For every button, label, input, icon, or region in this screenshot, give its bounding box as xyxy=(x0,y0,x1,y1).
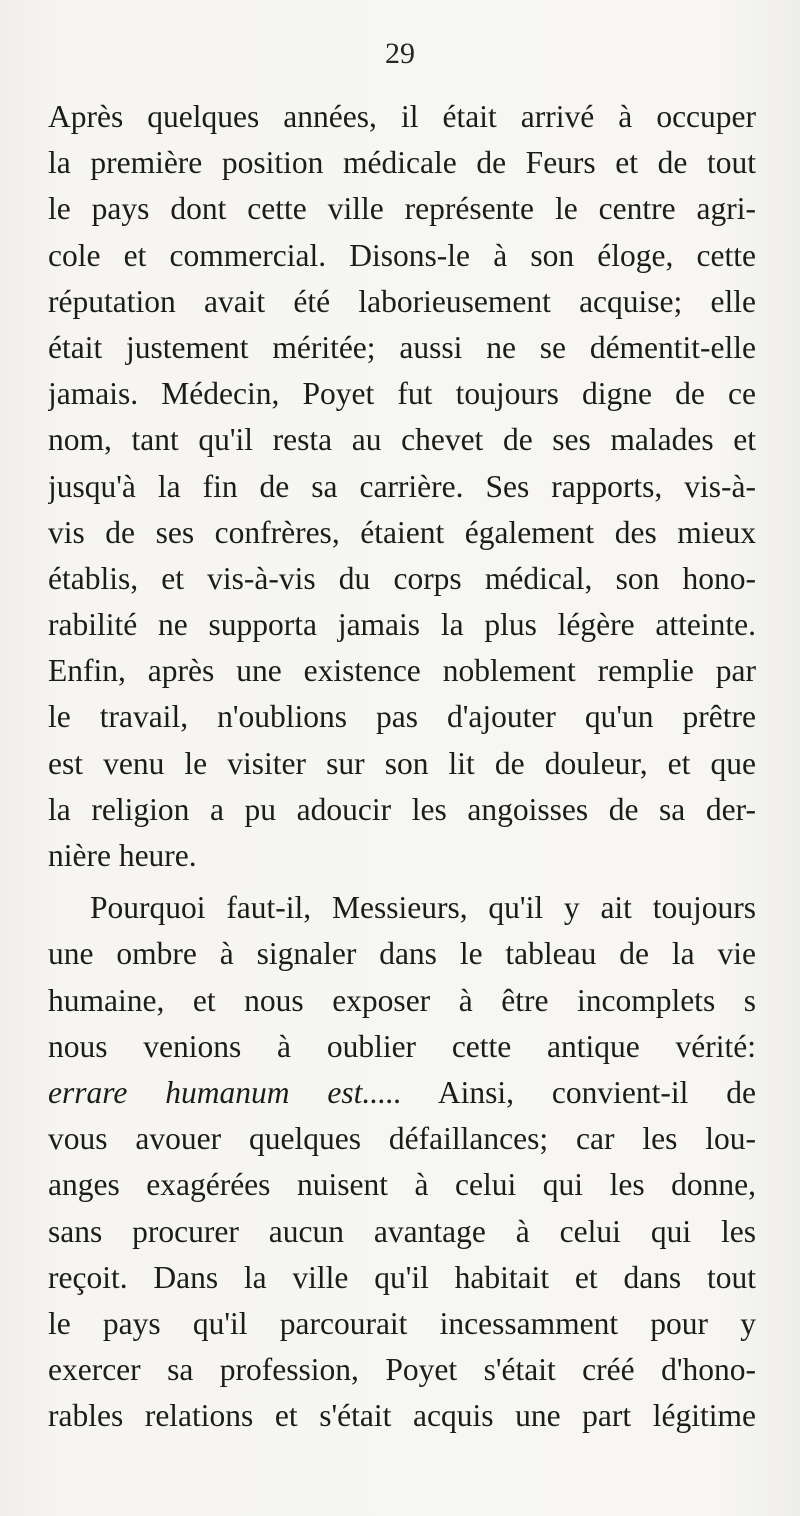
text-line: sans procurer aucun avantage à celui qui les xyxy=(48,1213,756,1249)
text-line: établis, et vis-à-vis du corps médical, son hono- xyxy=(48,560,756,596)
text-line: humaine, et nous exposer à être incomplets s xyxy=(48,982,756,1018)
text-line: jusqu'à la fin de sa carrière. Ses rapports, vis-à- xyxy=(48,468,756,504)
text-line: jamais. Médecin, Poyet fut toujours digne de ce xyxy=(48,376,756,412)
text-line: anges exagérées nuisent à celui qui les donne, xyxy=(48,1167,756,1203)
text-line: était justement méritée; aussi ne se démentit-elle xyxy=(48,329,756,365)
text-line: Pourquoi faut-il, Messieurs, qu'il y ait toujours xyxy=(90,890,756,926)
paragraph-1 xyxy=(48,94,756,879)
text-line: rables relations et s'était acquis une part légitime xyxy=(48,1398,756,1434)
text-line: vis de ses confrères, étaient également des mieux xyxy=(48,514,756,550)
text-line: la religion a pu adoucir les angoisses de sa der- xyxy=(48,791,756,827)
paragraph-2 xyxy=(48,885,756,1439)
text-line-mixed xyxy=(48,1070,756,1116)
text-fragment: Ainsi, convient-il de xyxy=(401,1074,756,1110)
text-line: le travail, n'oublions pas d'ajouter qu'un prêtre xyxy=(48,699,756,735)
text-line: exercer sa profession, Poyet s'était créé d'hono- xyxy=(48,1352,756,1388)
text-line: une ombre à signaler dans le tableau de la vie xyxy=(48,936,756,972)
text-line: la première position médicale de Feurs et de tout xyxy=(48,145,756,181)
text-line: est venu le visiter sur son lit de douleur, et que xyxy=(48,745,756,781)
page-number: 29 xyxy=(385,37,415,70)
text-line: Enfin, après une existence noblement remplie par xyxy=(48,653,756,689)
body-text xyxy=(48,94,756,1439)
text-line: rabilité ne supporta jamais la plus légère atteinte. xyxy=(48,607,756,643)
text-line: réputation avait été laborieusement acquise; elle xyxy=(48,283,756,319)
text-line: le pays qu'il parcourait incessamment pour y xyxy=(48,1305,756,1341)
text-line: Après quelques années, il était arrivé à occuper xyxy=(48,99,756,134)
text-line: nous venions à oublier cette antique vérité: xyxy=(48,1028,756,1064)
text-line: reçoit. Dans la ville qu'il habitait et dans tout xyxy=(48,1259,756,1295)
text-line: vous avouer quelques défaillances; car les lou- xyxy=(48,1121,756,1157)
text-line: le pays dont cette ville représente le centre agri- xyxy=(48,191,756,227)
text-line: nière heure. xyxy=(48,838,197,873)
text-line: nom, tant qu'il resta au chevet de ses malades et xyxy=(48,422,756,458)
latin-quote: errare humanum est..... xyxy=(48,1074,402,1110)
text-line: cole et commercial. Disons-le à son éloge, cette xyxy=(48,237,756,273)
